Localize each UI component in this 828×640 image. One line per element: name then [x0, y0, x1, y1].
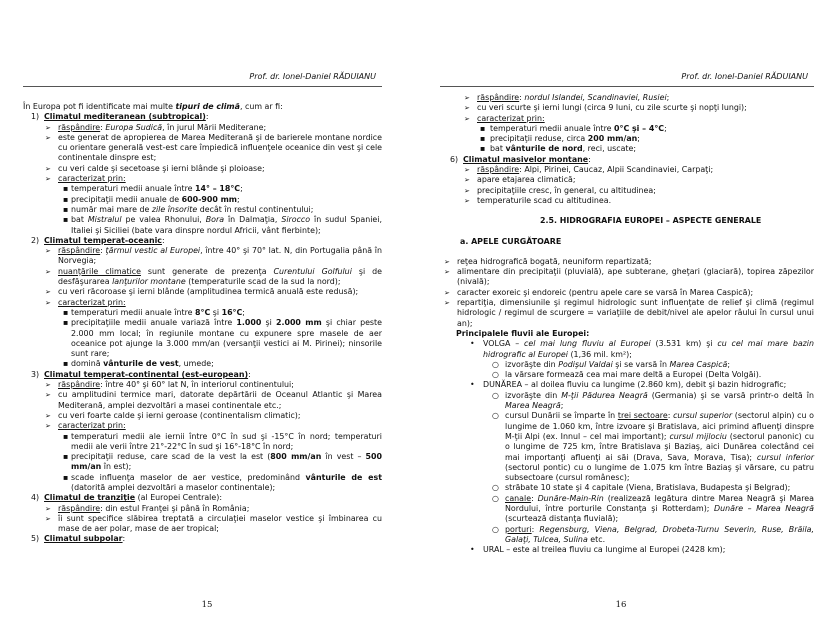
dot-bullet-icon: ▪	[63, 318, 69, 328]
arrow-bullet-icon: ➢	[464, 196, 470, 205]
arrow-bullet-icon: ➢	[444, 299, 450, 308]
list-item: ➢ nuanţările climatice sunt generate de prezenţa Curentului Golfului şi de desfăşurarea lanţurilor montane (temperaturile scad de la sud la nord);	[45, 266, 383, 287]
list-item: ▪ precipitaţii reduse, care scad de la vest la est (800 mm/an în vest – 500 mm/an în est);	[63, 452, 382, 472]
page-header: Prof. dr. Ionel-Daniel RĂDUIANU	[681, 72, 808, 81]
list-item: ➢ răspândire: ţărmul vestic al Europei, între 40° şi 70° lat. N, din Portugalia până în Norvegia;	[45, 246, 383, 266]
list-item: • URAL – este al treilea fluviu ca lungime al Europei (2428 km);	[470, 545, 726, 555]
list-item: ▪ precipitaţii medii anuale de 600-900 mm;	[63, 194, 240, 204]
climate-heading: 1) Climatul mediteranean (subtropical):	[31, 112, 209, 122]
circle-bullet-icon: ○	[492, 483, 499, 493]
arrow-bullet-icon: ➢	[45, 391, 51, 400]
intro-paragraph: În Europa pot fi identificate mai multe tipuri de climă, cum ar fi:	[23, 102, 283, 111]
header-rule	[23, 86, 382, 87]
header-rule	[440, 86, 814, 87]
rivers-title: Principalele fluvii ale Europei:	[456, 328, 590, 338]
list-item: ▪ temperaturi medii ale iernii între 0°C în sud şi -15°C în nord; temperaturi medii ale verii între 21°-22°C în sud şi 16°-18°C în nord;	[63, 431, 382, 451]
list-item: ➢ îi sunt specifice slăbirea treptată a circulaţiei maselor vestice şi îmbinarea cu mase de aer polar, mase de aer tropical;	[45, 513, 382, 534]
dot-bullet-icon: ▪	[63, 204, 69, 214]
section-title: 2.5. HIDROGRAFIA EUROPEI – ASPECTE GENERALE	[540, 216, 762, 226]
right-page-content	[440, 93, 814, 555]
list-item: ➢ caracter exoreic şi endoreic (pentru apele care se varsă în Marea Caspică);	[444, 287, 754, 297]
round-bullet-icon: •	[470, 545, 475, 555]
subsection-title: a. APELE CURGĂTOARE	[460, 236, 562, 246]
list-item: ▪ număr mai mare de zile însorite decât în restul continentului;	[63, 204, 314, 214]
arrow-bullet-icon: ➢	[45, 298, 51, 307]
dot-bullet-icon: ▪	[63, 307, 69, 317]
page-number: 15	[201, 600, 213, 610]
list-item: ➢ caracterizat prin:	[45, 421, 126, 431]
arrow-bullet-icon: ➢	[45, 514, 51, 523]
list-item: ➢ cu veri foarte calde şi ierni geroase (continentalism climatic);	[45, 410, 301, 420]
arrow-bullet-icon: ➢	[45, 381, 51, 390]
arrow-bullet-icon: ➢	[45, 123, 51, 132]
dot-bullet-icon: ▪	[480, 144, 486, 154]
arrow-bullet-icon: ➢	[45, 504, 51, 513]
arrow-bullet-icon: ➢	[45, 288, 51, 297]
arrow-bullet-icon: ➢	[45, 175, 51, 184]
list-item: ➢ caracterizat prin:	[45, 174, 126, 184]
arrow-bullet-icon: ➢	[444, 257, 450, 266]
list-item: ➢ cu veri scurte şi ierni lungi (circa 9 luni, cu zile scurte şi nopţi lungi);	[464, 103, 747, 113]
arrow-bullet-icon: ➢	[45, 267, 51, 276]
climate-heading: 3) Climatul temperat-continental (est-european):	[31, 369, 251, 379]
list-item: ▪ precipitaţii reduse, circa 200 mm/an;	[480, 134, 640, 144]
page-number: 16	[615, 600, 627, 610]
climate-heading: 2) Climatul temperat-oceanic:	[31, 235, 165, 245]
list-item: ○ izvorăşte din M-ţii Pădurea Neagră (Germania) şi se varsă printr-o deltă în Marea Neagră;	[492, 390, 814, 411]
list-item: ▪ precipitaţiile medii anuale variază între 1.000 şi 2.000 mm şi chiar peste 2.000 mm local; în regiunile montane cu expunere spre masele de aer oceanice pot ajunge la 3.000 mm/an (versanţii vestici ai M. Pirinei); ninsorile sunt rare;	[63, 318, 382, 359]
list-item: ○ străbate 10 state şi 4 capitale (Viena, Bratislava, Budapesta şi Belgrad);	[492, 483, 791, 493]
dot-bullet-icon: ▪	[63, 472, 69, 482]
list-item: ➢ răspândire: din estul Franţei şi până în România;	[45, 503, 250, 513]
left-page-content	[23, 102, 382, 545]
arrow-bullet-icon: ➢	[45, 164, 51, 173]
circle-bullet-icon: ○	[492, 524, 499, 534]
circle-bullet-icon: ○	[492, 493, 499, 503]
list-item: ➢ caracterizat prin:	[45, 297, 126, 307]
climate-heading: 4) Climatul de tranziţie (al Europei Centrale):	[31, 493, 222, 503]
list-item: • VOLGA – cel mai lung fluviu al Europei (3.531 km) şi cu cel mai mare bazin hidrografic al Europei (1,36 mil. km²);	[470, 339, 815, 359]
list-item: ➢ răspândire: Alpi, Pirinei, Caucaz, Alpii Scandinaviei, Carpaţi;	[464, 165, 714, 175]
arrow-bullet-icon: ➢	[464, 94, 470, 102]
arrow-bullet-icon: ➢	[45, 422, 51, 431]
list-item: ○ cursul Dunării se împarte în trei sectoare: cursul superior (sectorul alpin) cu o lungime de 1.060 km, între izvoare şi Bratislava, aici primind afluenţi dinspre M-ţii Alpi (ex. Innul – cel mai important); cursul mijlociu (sectorul panonic) cu o lungime de 725 km, între Bratislava şi Baziaş, aici Dunărea colectând cei mai importanţi afluenţi ai săi (Drava, Sava, Morava, Tisa); cursul inferior (sectorul pontic) cu o lungime de 1.075 km între Baziaş şi vărsare, cu patru subsectoare (cursul românesc);	[492, 411, 814, 483]
circle-bullet-icon: ○	[492, 359, 499, 369]
dot-bullet-icon: ▪	[63, 359, 69, 369]
climate-heading: 6) Climatul masivelor montane:	[450, 154, 591, 164]
circle-bullet-icon: ○	[492, 390, 499, 400]
list-item: ➢ caracterizat prin:	[464, 113, 545, 123]
page-header: Prof. dr. Ionel-Daniel RĂDUIANU	[249, 72, 376, 81]
arrow-bullet-icon: ➢	[444, 268, 450, 277]
list-item: ➢ răspândire: nordul Islandei, Scandinaviei, Rusiei;	[464, 93, 670, 102]
list-item: ➢ cu amplitudini termice mari, datorate depărtării de Oceanul Atlantic şi Marea Mediterană, amplei dezvoltări a masei continentale etc.;	[45, 390, 382, 410]
round-bullet-icon: •	[470, 380, 475, 390]
climate-heading: 5) Climatul subpolar:	[31, 534, 126, 544]
list-item: ▪ domină vânturile de vest, umede;	[63, 359, 214, 369]
dot-bullet-icon: ▪	[63, 431, 69, 441]
list-item: ▪ scade influenţa maselor de aer vestice, predominând vânturile de est (datorită amplei dezvoltări a maselor continentale);	[63, 472, 382, 492]
dot-bullet-icon: ▪	[480, 134, 486, 144]
circle-bullet-icon: ○	[492, 370, 499, 380]
arrow-bullet-icon: ➢	[464, 186, 470, 195]
dot-bullet-icon: ▪	[480, 123, 486, 133]
list-item: ➢ repartiţia, dimensiunile şi regimul hidrologic sunt influenţate de relief şi climă (regimul hidrologic / regimul de scurgere = variaţiile de debit/nivel ale apelor râului în cursul unui an);	[444, 298, 814, 328]
list-item: • DUNĂREA – al doilea fluviu ca lungime (2.860 km), debit şi bazin hidrografic;	[470, 380, 787, 390]
arrow-bullet-icon: ➢	[45, 411, 51, 420]
list-item: ➢ precipitaţiile cresc, în general, cu altitudinea;	[464, 185, 656, 195]
dot-bullet-icon: ▪	[63, 215, 69, 225]
list-item: ▪ temperaturi medii anuale între 0°C şi – 4°C;	[480, 123, 667, 133]
list-item: ○ canale: Dunăre-Main-Rin (realizează legătura dintre Marea Neagră şi Marea Nordului, între porturile Constanţa şi Rotterdam); Dunăre – Marea Neagră (scurtează distanţa fluvială);	[492, 493, 814, 524]
list-item: ➢ răspândire: Europa Sudică, în jurul Mării Mediterane;	[45, 122, 267, 132]
dot-bullet-icon: ▪	[63, 184, 69, 194]
arrow-bullet-icon: ➢	[444, 288, 450, 297]
list-item: ▪ bat vânturile de nord, reci, uscate;	[480, 144, 637, 154]
list-item: ➢ apare etajarea climatică;	[464, 175, 576, 185]
arrow-bullet-icon: ➢	[45, 133, 51, 142]
list-item: ➢ cu veri calde şi secetoase şi ierni blânde şi ploioase;	[45, 163, 265, 173]
circle-bullet-icon: ○	[492, 411, 499, 421]
list-item: ➢ reţea hidrografică bogată, neuniform repartizată;	[444, 256, 652, 266]
list-item: ▪ temperaturi medii anuale între 14° – 18°C;	[63, 184, 243, 194]
dot-bullet-icon: ▪	[63, 194, 69, 204]
list-item: ○ izvorăşte din Podişul Valdai şi se varsă în Marea Caspică;	[492, 359, 731, 369]
list-item: ➢ răspândire: între 40° şi 60° lat N, în interiorul continentului;	[45, 380, 294, 390]
list-item: ➢ alimentare din precipitaţii (pluvială), ape subterane, gheţari (glaciară), topirea zăpezilor (nivală);	[444, 267, 814, 287]
list-item: ○ la vărsare formează cea mai mare deltă a Europei (Delta Volgăi).	[492, 370, 762, 380]
arrow-bullet-icon: ➢	[464, 114, 470, 123]
round-bullet-icon: •	[470, 339, 475, 349]
arrow-bullet-icon: ➢	[464, 176, 470, 185]
list-item: ○ porturi: Regensburg, Viena, Belgrad, Drobeta-Turnu Severin, Ruse, Brăila, Galaţi, Tulcea, Sulina etc.	[492, 524, 815, 544]
dot-bullet-icon: ▪	[63, 452, 69, 462]
list-item: ➢ temperaturile scad cu altitudinea.	[464, 195, 612, 205]
list-item: ▪ bat Mistralul pe valea Rhonului, Bora în Dalmaţia, Sirocco în sudul Spaniei, Italiei şi Siciliei (bate vara dinspre nordul Africii, vânt fierbinte);	[63, 215, 382, 235]
arrow-bullet-icon: ➢	[464, 104, 470, 113]
list-item: ➢ este generat de apropierea de Marea Mediterană şi de barierele montane nordice cu orientare generală vest-est care împiedică influenţele oceanice din vest şi cele continentale dinspre est;	[45, 132, 382, 163]
arrow-bullet-icon: ➢	[464, 166, 470, 175]
right-page	[414, 0, 828, 640]
arrow-bullet-icon: ➢	[45, 247, 51, 256]
list-item: ➢ cu veri răcoroase şi ierni blânde (amplitudinea termică anuală este redusă);	[45, 287, 359, 297]
list-item: ▪ temperaturi medii anuale între 8°C şi 16°C;	[63, 307, 245, 317]
